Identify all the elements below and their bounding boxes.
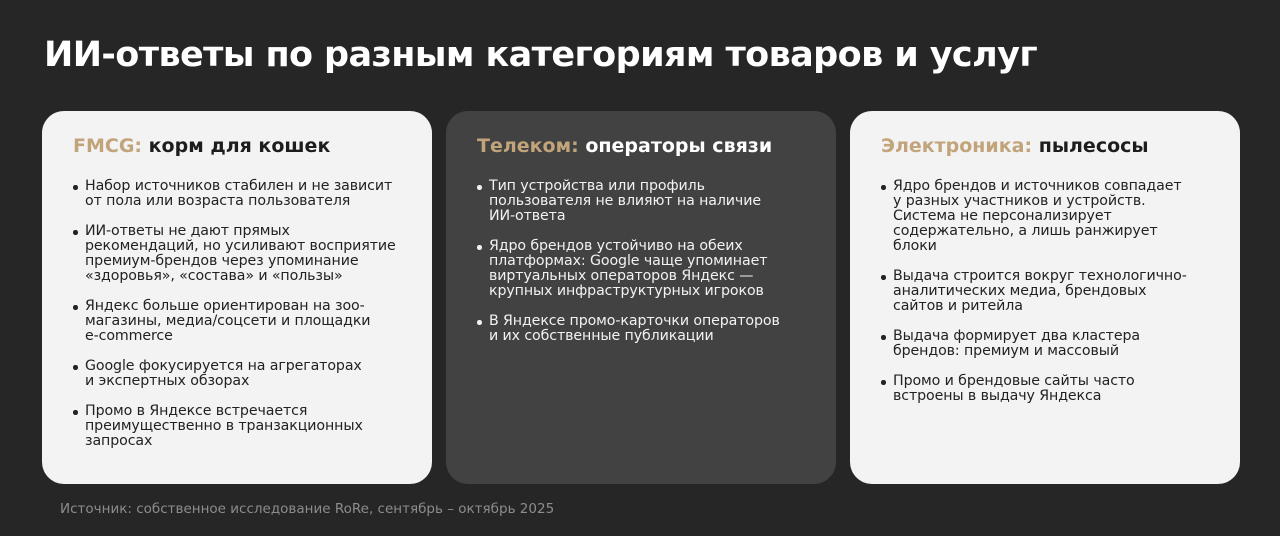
list-item-line: e-commerce xyxy=(85,328,173,344)
card-title-subject: корм для кошек xyxy=(148,135,331,157)
list-item-line: Google фокусируется на агрегаторах xyxy=(85,358,362,374)
source-note: Источник: собственное исследование RoRe, сентябрь – октябрь 2025 xyxy=(60,501,555,517)
card-title-category: Телеком: xyxy=(477,135,579,157)
list-item-line: Выдача строится вокруг технологично- xyxy=(893,268,1187,284)
list-item-line: Набор источников стабилен и не зависит xyxy=(85,178,393,194)
card-title xyxy=(73,133,408,159)
list-item-line: Ядро брендов устойчиво на обеих xyxy=(489,238,743,254)
card-title-category: FMCG: xyxy=(73,135,143,157)
list-item-line: преимущественно в транзакционных xyxy=(85,418,363,434)
bullet-list xyxy=(477,179,812,344)
list-item xyxy=(881,374,1216,404)
list-item-line: встроены в выдачу Яндекса xyxy=(893,388,1102,404)
list-item-line: запросах xyxy=(85,433,153,449)
card-title xyxy=(477,133,812,159)
card-title-subject: операторы связи xyxy=(585,135,773,157)
list-item-line: Выдача формирует два кластера xyxy=(893,328,1140,344)
card-title xyxy=(881,133,1216,159)
list-item-line: брендов: премиум и массовый xyxy=(893,343,1119,359)
list-item-line: блоки xyxy=(893,238,937,254)
list-item-line: Промо в Яндексе встречается xyxy=(85,403,308,419)
card-telecom xyxy=(446,111,836,484)
list-item-line: у разных участников и устройств. xyxy=(893,193,1146,209)
list-item xyxy=(477,179,812,224)
list-item-line: Яндекс больше ориентирован на зоо- xyxy=(85,298,365,314)
list-item-line: премиум-брендов через упоминание xyxy=(85,253,359,269)
card-electronics xyxy=(850,111,1240,484)
list-item xyxy=(73,179,408,209)
card-fmcg xyxy=(42,111,432,484)
list-item-line: аналитических медиа, брендовых xyxy=(893,283,1147,299)
card-title-subject: пылесосы xyxy=(1038,135,1149,157)
list-item-line: от пола или возраста пользователя xyxy=(85,193,351,209)
list-item-line: В Яндексе промо-карточки операторов xyxy=(489,313,780,329)
list-item-line: ИИ-ответа xyxy=(489,208,566,224)
list-item-line: сайтов и ритейла xyxy=(893,298,1023,314)
card-title-category: Электроника: xyxy=(881,135,1033,157)
list-item-line: ИИ-ответы не дают прямых xyxy=(85,223,290,239)
list-item-line: Промо и брендовые сайты часто xyxy=(893,373,1135,389)
list-item-line: «здоровья», «состава» и «пользы» xyxy=(85,268,343,284)
bullet-list xyxy=(73,179,408,449)
list-item xyxy=(73,299,408,344)
list-item xyxy=(881,269,1216,314)
list-item xyxy=(477,239,812,299)
list-item-line: содержательно, а лишь ранжирует xyxy=(893,223,1158,239)
bullet-list xyxy=(881,179,1216,404)
list-item-line: и экспертных обзорах xyxy=(85,373,250,389)
category-cards xyxy=(42,111,1240,484)
list-item-line: платформах: Google чаще упоминает xyxy=(489,253,768,269)
list-item-line: Тип устройства или профиль xyxy=(489,178,705,194)
list-item-line: Система не персонализирует xyxy=(893,208,1112,224)
page-title: ИИ-ответы по разным категориям товаров и услуг xyxy=(44,35,1038,75)
list-item xyxy=(73,359,408,389)
list-item-line: Ядро брендов и источников совпадает xyxy=(893,178,1182,194)
list-item xyxy=(881,179,1216,254)
list-item xyxy=(881,329,1216,359)
list-item xyxy=(477,314,812,344)
list-item-line: рекомендаций, но усиливают восприятие xyxy=(85,238,396,254)
list-item-line: виртуальных операторов Яндекс — xyxy=(489,268,754,284)
list-item-line: магазины, медиа/соцсети и площадки xyxy=(85,313,371,329)
list-item xyxy=(73,404,408,449)
list-item-line: и их собственные публикации xyxy=(489,328,714,344)
list-item-line: пользователя не влияют на наличие xyxy=(489,193,761,209)
list-item-line: крупных инфраструктурных игроков xyxy=(489,283,764,299)
list-item xyxy=(73,224,408,284)
